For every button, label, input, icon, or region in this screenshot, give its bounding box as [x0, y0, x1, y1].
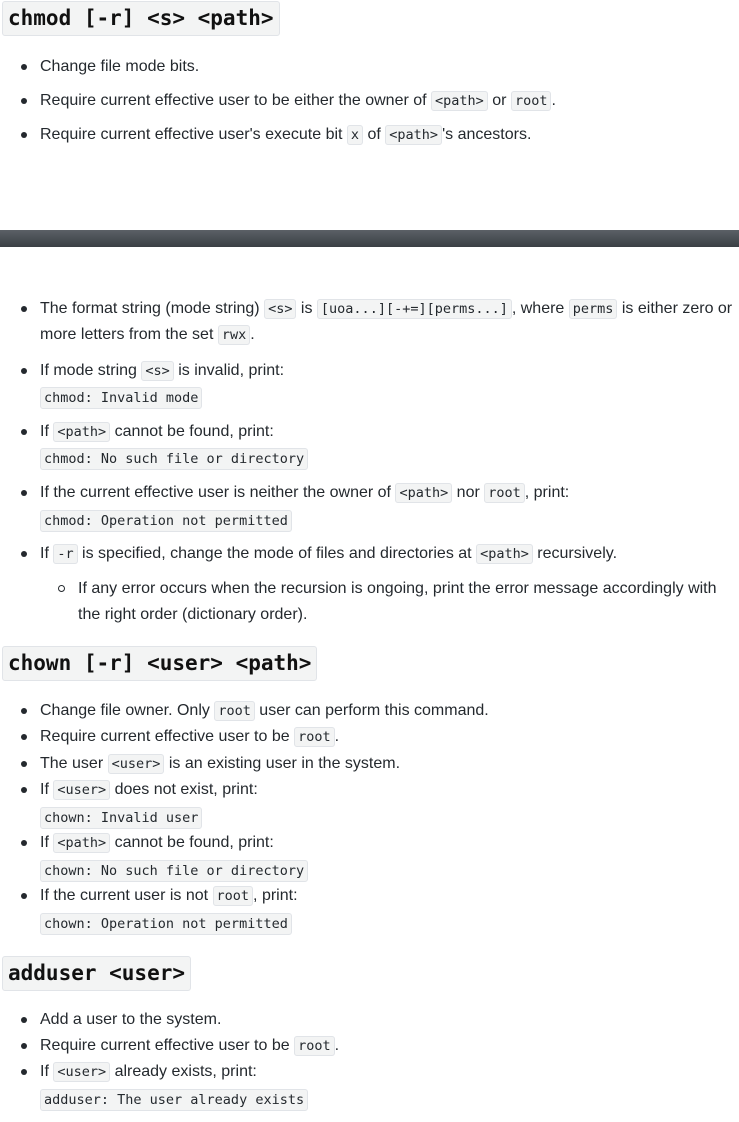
adduser-heading: adduser <user> — [2, 956, 191, 991]
chmod-bullet-not-permitted: If the current effective user is neither the owner of <path> nor root , print: — [40, 480, 737, 506]
chown-heading: chown [-r] <user> <path> — [2, 646, 317, 681]
chmod-bullet-recursive: If -r is specified, change the mode of files and directories at <path> recursively. — [40, 541, 737, 567]
inline-code: <path> — [431, 91, 488, 111]
inline-code: <s> — [141, 361, 173, 381]
inline-code: root — [214, 701, 255, 721]
chown-bullet-3: The user <user> is an existing user in the system. — [40, 751, 737, 777]
chown-bullet-1: Change file owner. Only root user can perform this command. — [40, 698, 737, 724]
inline-code: x — [347, 125, 363, 145]
adduser-bullet-1: Add a user to the system. — [40, 1007, 737, 1033]
inline-code: <user> — [108, 754, 165, 774]
inline-code: [uoa...][-+=][perms...] — [317, 299, 512, 319]
inline-code: rwx — [218, 325, 250, 345]
chown-bullet-2: Require current effective user to be root . — [40, 724, 737, 750]
inline-code: <user> — [53, 780, 110, 800]
chmod-bullet-3: Require current effective user's execute bit x of <path> 's ancestors. — [40, 122, 737, 148]
chmod-bullet-not-found: If <path> cannot be found, print: — [40, 419, 737, 445]
inline-code: root — [511, 91, 552, 111]
section-divider — [0, 230, 739, 247]
inline-code: <user> — [53, 1062, 110, 1082]
error-message: chown: No such file or directory — [40, 860, 308, 882]
error-message: chown: Operation not permitted — [40, 913, 292, 935]
error-message: adduser: The user already exists — [40, 1089, 308, 1111]
chmod-bullet-1: Change file mode bits. — [40, 54, 737, 80]
adduser-bullet-2: Require current effective user to be root . — [40, 1033, 737, 1059]
inline-code: <path> — [476, 544, 533, 564]
chmod-subbullet-recursion-error: If any error occurs when the recursion is ongoing, print the error message accordingly with the right order (dictionary order). — [78, 576, 738, 628]
chmod-bullet-invalid-mode: If mode string <s> is invalid, print: — [40, 358, 737, 384]
inline-code: root — [294, 1036, 335, 1056]
chmod-bullet-2: Require current effective user to be either the owner of <path> or root . — [40, 88, 737, 114]
inline-code: <s> — [264, 299, 296, 319]
chown-bullet-not-found: If <path> cannot be found, print: — [40, 830, 737, 856]
inline-code: <path> — [53, 422, 110, 442]
inline-code: root — [484, 483, 525, 503]
inline-code: <path> — [395, 483, 452, 503]
inline-code: perms — [569, 299, 618, 319]
inline-code: <path> — [385, 125, 442, 145]
chmod-bullet-format: The format string (mode string) <s> is [uoa...][-+=][perms...] , where perms is either zero or more letters from the set rwx . — [40, 296, 735, 348]
error-message: chown: Invalid user — [40, 807, 202, 829]
chown-bullet-invalid-user: If <user> does not exist, print: — [40, 777, 737, 803]
adduser-bullet-exists: If <user> already exists, print: — [40, 1059, 737, 1085]
inline-code: <path> — [53, 833, 110, 853]
inline-code: root — [294, 727, 335, 747]
chmod-heading: chmod [-r] <s> <path> — [2, 1, 280, 36]
inline-code: -r — [53, 544, 77, 564]
inline-code: root — [213, 886, 254, 906]
error-message: chmod: Invalid mode — [40, 387, 202, 409]
error-message: chmod: No such file or directory — [40, 448, 308, 470]
chown-bullet-not-permitted: If the current user is not root , print: — [40, 883, 737, 909]
error-message: chmod: Operation not permitted — [40, 510, 292, 532]
